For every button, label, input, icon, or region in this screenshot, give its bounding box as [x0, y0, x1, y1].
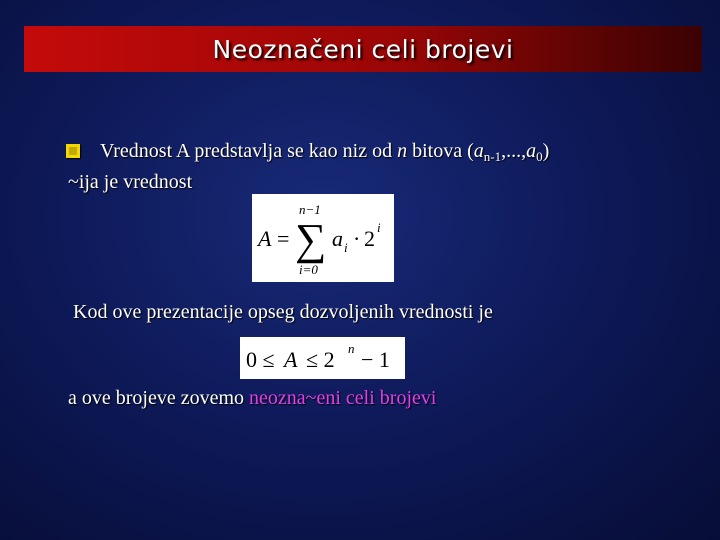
title-bar [24, 26, 702, 72]
range-right: − 1 [361, 347, 390, 372]
range-left: 0 ≤ [246, 347, 275, 372]
range-var: A [284, 347, 298, 372]
range-formula [240, 337, 405, 379]
text-mid: bitova ( [407, 140, 474, 162]
text-dots: ,..., [501, 140, 527, 162]
term-sub: i [344, 240, 348, 255]
range-le: ≤ 2 [306, 347, 335, 372]
sum-formula [252, 194, 394, 282]
highlight-term: neozna~eni celi brojevi [249, 387, 437, 409]
text-close: ) [542, 140, 550, 162]
term-dot: · [353, 226, 361, 251]
formula-lhs: A [258, 226, 272, 251]
sum-symbol: ∑ [295, 215, 327, 264]
bullet-text [68, 140, 549, 165]
conclusion-prefix: a ove brojeve zovemo [68, 387, 250, 409]
range-exp: n [348, 341, 355, 356]
term-exp: i [377, 220, 381, 235]
sub-0: 0 [536, 149, 543, 164]
var-a0: a [526, 140, 537, 162]
term-a: a [332, 226, 343, 251]
sum-bottom: i=0 [299, 262, 318, 277]
slide-title: Neoznačeni celi brojevi [212, 34, 514, 64]
sub-n1: n-1 [483, 149, 502, 164]
conclusion-text [68, 387, 436, 410]
text-before: Vrednost A predstavlja se kao niz od [100, 140, 398, 162]
sum-top: n−1 [299, 202, 321, 217]
term-base: 2 [364, 226, 375, 251]
var-n: n [397, 140, 408, 162]
value-intro-text: ~ija je vrednost [68, 171, 193, 193]
var-a1: a [473, 140, 484, 162]
formula-eq: = [277, 226, 290, 251]
range-intro-text: Kod ove prezentacije opseg dozvoljenih vrednosti je [73, 301, 493, 323]
